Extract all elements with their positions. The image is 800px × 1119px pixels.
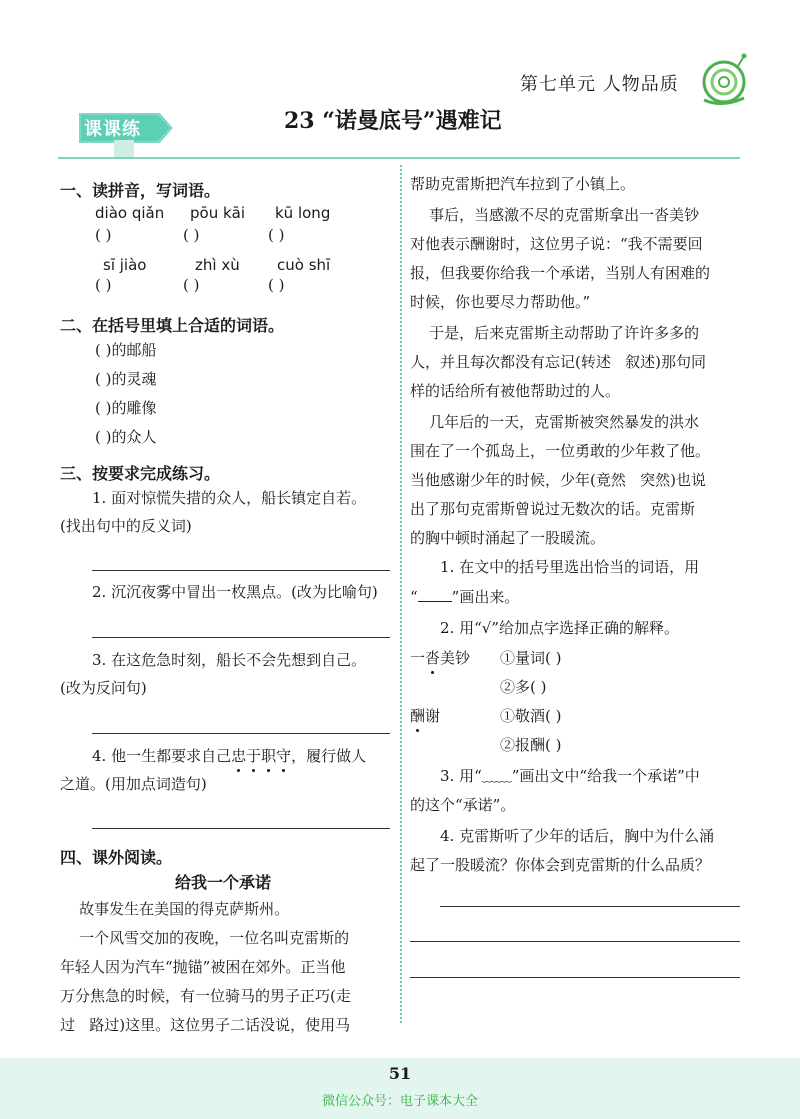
section-4-title: 四、课外阅读。 [60, 848, 173, 867]
exercise-text-part: ，履行做人 [291, 747, 367, 765]
exercise-text: 3. 在这危急时刻，船长不会先想到自己。 [92, 651, 367, 669]
pinyin: kū long [275, 204, 331, 222]
dotted-char: 职 [261, 747, 277, 765]
story-line: 故事发生在美国的得克萨斯州。 [60, 900, 290, 918]
question-text: 1. 在文中的括号里选出恰当的词语，用 [440, 558, 700, 576]
story-line: 出了那句克雷斯曾说过无数次的话。克雷斯 [410, 500, 696, 518]
question-text-part: ”画出来。 [451, 588, 520, 606]
underline-sample [418, 587, 452, 602]
question-text: 2. 用“√”给加点字选择正确的解释。 [440, 619, 679, 637]
word-part: 谢 [425, 707, 441, 725]
story-line: 的胸中顿时涌起了一股暖流。 [410, 529, 606, 547]
question-text: 的这个“承诺”。 [410, 796, 516, 814]
story-line: 过 路过)这里。这位男子二话没说，使用马 [60, 1016, 351, 1034]
exercise-text: 2. 沉沉夜雾中冒出一枚黑点。(改为比喻句) [92, 583, 378, 601]
pinyin: zhì xù [195, 256, 240, 274]
word-entry [410, 648, 470, 668]
question-text: 3. 用“﹏﹏”画出文中“给我一个承诺”中 [440, 767, 700, 785]
unit-title: 第七单元 人物品质 [520, 74, 679, 95]
answer-line[interactable] [92, 733, 390, 734]
pinyin: diào qiǎn [95, 204, 165, 222]
section-3-title: 三、按要求完成练习。 [60, 464, 221, 483]
answer-line[interactable] [92, 570, 390, 571]
answer-line[interactable] [92, 828, 390, 829]
watermark: 微信公众号：电子课本大全 [321, 1094, 478, 1109]
dotted-char: 沓 [425, 649, 441, 667]
choice-option[interactable]: ②报酬( ) [500, 736, 562, 754]
fill-item[interactable]: ( )的众人 [95, 428, 157, 446]
choice-option[interactable]: ①量词( ) [500, 649, 562, 667]
answer-parens[interactable]: ( ) [268, 276, 285, 294]
dotted-char: 守 [276, 747, 292, 765]
story-line: 围在了一个孤岛上，一位勇敢的少年救了他。 [410, 442, 711, 460]
story-line: 一个风雪交加的夜晚，一位名叫克雷斯的 [60, 929, 350, 947]
fill-item[interactable]: ( )的邮船 [95, 341, 157, 359]
story-line: 样的话给所有被他帮助过的人。 [410, 382, 621, 400]
page-number: 51 [388, 1064, 412, 1083]
choice-option[interactable]: ①敬酒( ) [500, 707, 562, 725]
pinyin: cuò shī [277, 256, 331, 274]
story-line: 当他感谢少年的时候，少年(竟然 突然)也说 [410, 471, 707, 489]
dotted-char: 于 [246, 747, 262, 765]
story-line: 年轻人因为汽车“抛锚”被困在郊外。正当他 [60, 958, 346, 976]
story-line: 人，并且每次都没有忘记(转述 叙述)那句同 [410, 353, 707, 371]
exercise-text: (找出句中的反义词) [60, 517, 192, 535]
question-text: 4. 克雷斯听了少年的话后，胸中为什么涌 [440, 827, 715, 845]
lesson-title: 23 “诺曼底号”遇难记 [284, 108, 502, 134]
question-text-part: “ [410, 588, 418, 606]
badge-post [114, 140, 134, 158]
story-title: 给我一个承诺 [175, 873, 272, 892]
story-line: 对他表示酬谢时，这位男子说：“我不需要回 [410, 235, 703, 253]
pinyin: sī jiào [103, 256, 147, 274]
dotted-char: 酬 [410, 707, 426, 725]
answer-parens[interactable]: ( ) [268, 226, 285, 244]
exercise-text-part: 4. 他一生都要求自己 [92, 747, 232, 765]
snail-icon [694, 52, 750, 108]
story-line: 事后，当感激不尽的克雷斯拿出一沓美钞 [410, 206, 700, 224]
exercise-text: (改为反问句) [60, 679, 147, 697]
story-line: 几年后的一天，克雷斯被突然暴发的洪水 [410, 413, 700, 431]
answer-parens[interactable]: ( ) [95, 226, 112, 244]
story-line: 帮助克雷斯把汽车拉到了小镇上。 [410, 175, 636, 193]
dotted-char: 忠 [231, 747, 247, 765]
question-text: 起了一股暖流？你体会到克雷斯的什么品质？ [410, 856, 711, 874]
fill-item[interactable]: ( )的灵魂 [95, 370, 157, 388]
word-part: 一 [410, 649, 426, 667]
answer-parens[interactable]: ( ) [183, 226, 200, 244]
word-part: 美钞 [440, 649, 471, 667]
story-line: 于是，后来克雷斯主动帮助了许许多多的 [410, 324, 700, 342]
question-text [410, 587, 519, 607]
column-divider [400, 165, 402, 1023]
exercise-text: 1. 面对惊慌失措的众人，船长镇定自若。 [92, 489, 367, 507]
answer-line[interactable] [440, 906, 740, 907]
story-line: 万分焦急的时候，有一位骑马的男子正巧(走 [60, 987, 351, 1005]
answer-line[interactable] [410, 977, 740, 978]
answer-line[interactable] [410, 941, 740, 942]
section-2-title: 二、在括号里填上合适的词语。 [60, 316, 285, 335]
story-line: 时候，你也要尽力帮助他。” [410, 293, 591, 311]
lesson-badge: 课课练 [84, 119, 141, 140]
choice-option[interactable]: ②多( ) [500, 678, 547, 696]
top-divider [58, 157, 740, 159]
answer-parens[interactable]: ( ) [183, 276, 200, 294]
story-line: 报，但我要你给我一个承诺，当别人有困难的 [410, 264, 711, 282]
pinyin: pōu kāi [190, 204, 246, 222]
word-entry [410, 706, 440, 726]
fill-item[interactable]: ( )的雕像 [95, 399, 157, 417]
answer-parens[interactable]: ( ) [95, 276, 112, 294]
exercise-text: 之道。(用加点词造句) [60, 775, 207, 793]
answer-line[interactable] [92, 637, 390, 638]
section-1-title: 一、读拼音，写词语。 [60, 181, 221, 200]
exercise-text [92, 746, 366, 766]
